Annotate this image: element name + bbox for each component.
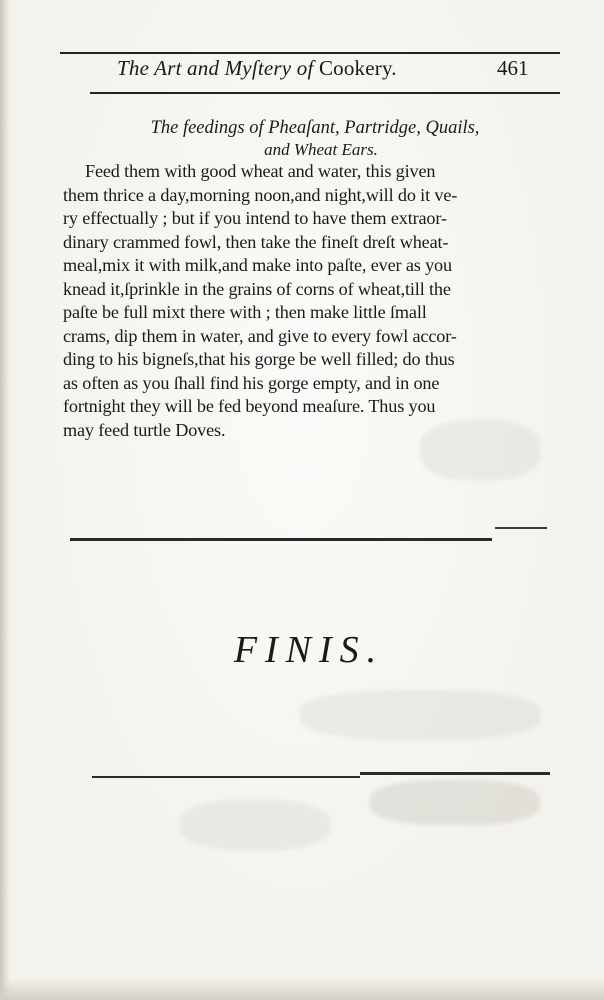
running-head-italic: The Art and Myſtery of bbox=[117, 56, 314, 80]
body-paragraph bbox=[63, 160, 563, 442]
body-line: knead it,ſprinkle in the grains of corns of wheat,till the bbox=[63, 278, 451, 299]
show-through-mark bbox=[370, 780, 540, 825]
section-heading-line-1: The feedings of Pheaſant, Partridge, Quails, bbox=[150, 118, 480, 138]
body-line: meal,mix it with milk,and make into paſte, ever as you bbox=[63, 255, 452, 275]
running-head-upright: Cookery. bbox=[318, 56, 397, 80]
body-line: may feed turtle Doves. bbox=[63, 419, 226, 440]
divider-rule bbox=[70, 538, 492, 541]
finis-colophon: FINIS. bbox=[233, 629, 385, 671]
body-line: as often as you ſhall find his gorge empty, and in one bbox=[63, 372, 440, 393]
body-line: ding to his bigneſs,that his gorge be well filled; do thus bbox=[63, 349, 455, 369]
body-line: fortnight they will be fed beyond meaſure. Thus you bbox=[63, 396, 436, 416]
header-rule-top bbox=[60, 52, 560, 54]
bottom-rule-left bbox=[92, 776, 360, 778]
body-line: dinary crammed fowl, then take the fineſt dreſt wheat- bbox=[63, 231, 449, 252]
body-line: ry effectually ; but if you intend to have them extraor- bbox=[63, 208, 447, 228]
body-line: them thrice a day,morning noon,and night,will do it ve- bbox=[63, 184, 458, 205]
section-heading-line-2: and Wheat Ears. bbox=[264, 140, 378, 159]
body-line: paſte be full mixt there with ; then make little ſmall bbox=[63, 302, 427, 322]
running-head-title bbox=[117, 56, 397, 81]
page-number: 461 bbox=[497, 56, 529, 80]
page-bottom-shadow bbox=[0, 978, 604, 1000]
show-through-mark bbox=[180, 800, 330, 850]
body-line: Feed them with good wheat and water, this given bbox=[85, 161, 436, 181]
show-through-mark bbox=[300, 690, 540, 740]
divider-rule-short bbox=[495, 527, 547, 529]
bottom-rule-right bbox=[360, 772, 550, 775]
header-rule-bottom bbox=[90, 92, 560, 94]
body-line: crams, dip them in water, and give to every fowl accor- bbox=[63, 325, 457, 346]
